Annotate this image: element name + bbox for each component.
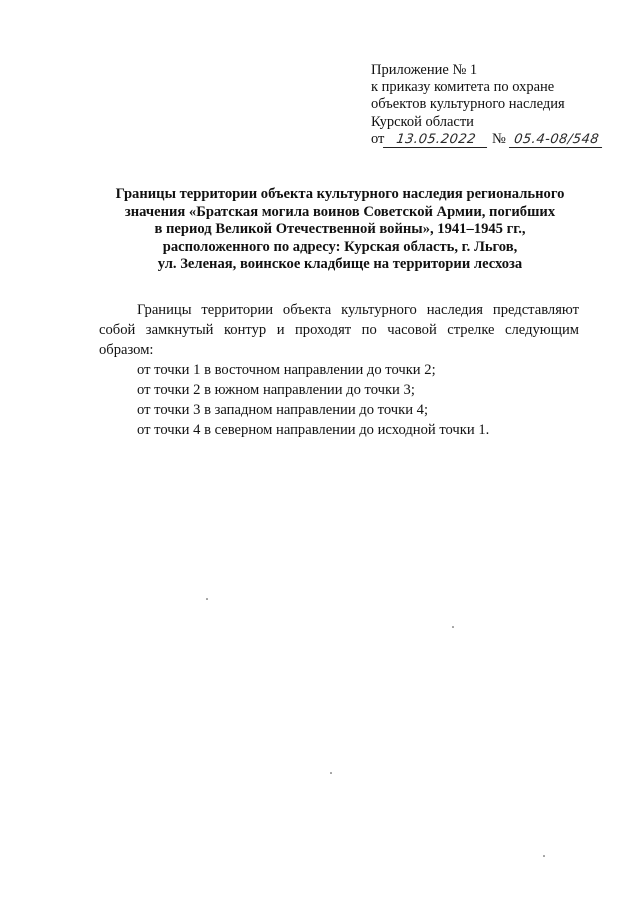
document-body xyxy=(99,300,579,440)
title-line-1: Границы территории объекта культурного наследия регионального xyxy=(115,186,565,202)
number-sign: № xyxy=(492,130,506,147)
scan-speck xyxy=(330,772,332,774)
boundary-point-4: от точки 4 в северном направлении до исходной точки 1. xyxy=(137,422,490,438)
appendix-line-2: к приказу комитета по охране xyxy=(371,79,555,96)
boundary-point-1: от точки 1 в восточном направлении до точки 2; xyxy=(137,362,436,378)
appendix-line-4: Курской области xyxy=(371,113,474,130)
handwritten-date: 13.05.2022 xyxy=(383,133,489,148)
appendix-line-1: Приложение № 1 xyxy=(371,62,478,78)
scan-speck xyxy=(206,598,208,600)
title-line-4: расположенного по адресу: Курская область, г. Льгов, xyxy=(162,238,518,255)
title-line-5: ул. Зеленая, воинское кладбище на территории лесхоза xyxy=(157,256,523,273)
order-date-row xyxy=(371,131,631,148)
boundary-point-2: от точки 2 в южном направлении до точки 3; xyxy=(137,382,415,398)
scan-speck xyxy=(452,626,454,628)
date-prefix: от xyxy=(371,130,385,147)
boundary-paragraph: Границы территории объекта культурного наследия представляют собой замкнутый контур и проходят по часовой стрелке следующим образом: xyxy=(99,302,579,358)
appendix-block xyxy=(371,62,631,148)
document-title xyxy=(80,186,600,274)
handwritten-order-number: 05.4-08/548 xyxy=(508,133,603,148)
title-line-3: в период Великой Отечественной войны», 1941–1945 гг., xyxy=(154,221,526,238)
scan-speck xyxy=(543,855,545,857)
title-line-2: значения «Братская могила воинов Советской Армии, погибших xyxy=(124,203,556,220)
boundary-point-3: от точки 3 в западном направлении до точки 4; xyxy=(137,402,429,418)
appendix-line-3: объектов культурного наследия xyxy=(371,96,565,113)
